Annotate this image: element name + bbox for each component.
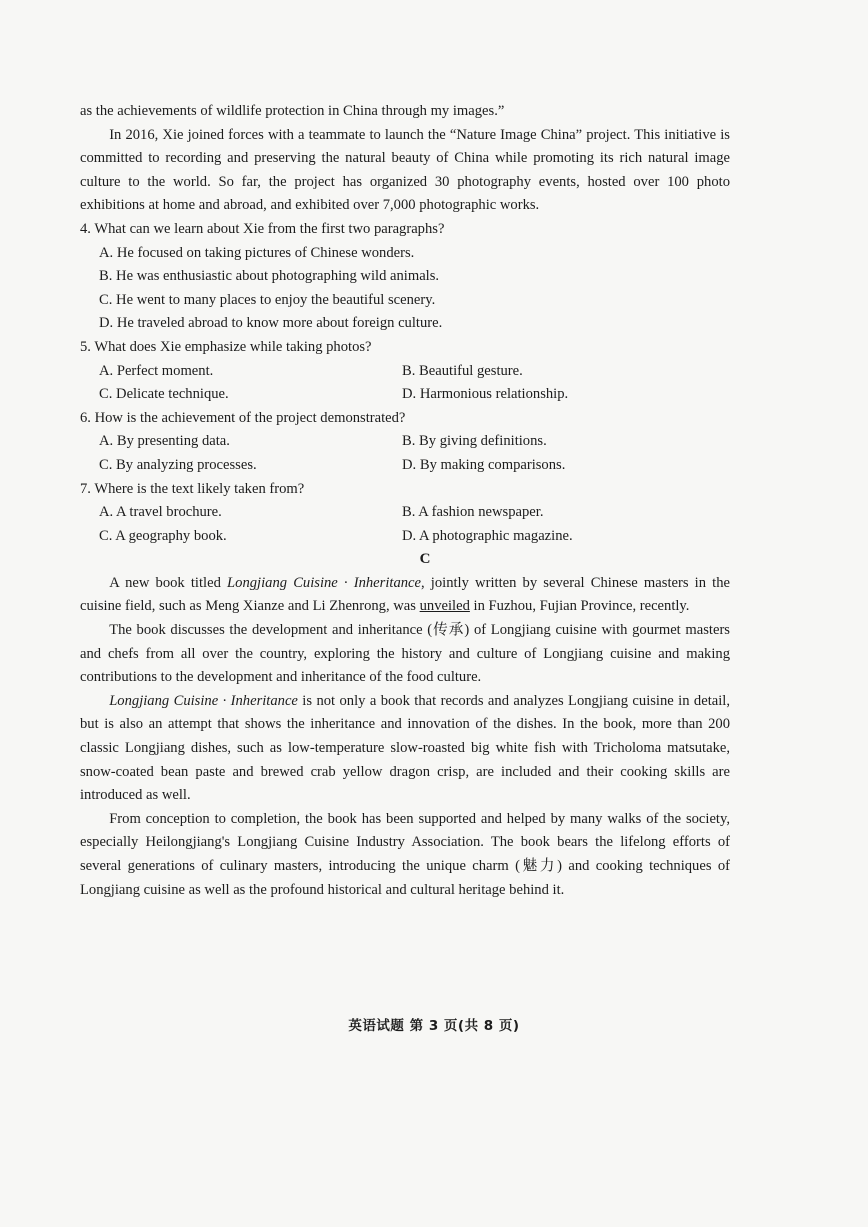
text: , jointly written by several Chinese masters in the cuisine field, such as Meng Xianze and Li Zhenrong, was	[80, 574, 730, 615]
option-a: A. Perfect moment.	[99, 362, 214, 379]
option-b: B. By giving definitions.	[402, 433, 547, 450]
option-c: C. A geography book.	[99, 527, 227, 544]
text: A new book titled	[109, 574, 228, 591]
option-c: C. Delicate technique.	[99, 386, 229, 403]
option-c: C. He went to many places to enjoy the beautiful scenery.	[99, 291, 436, 308]
passage-c-paragraph-2: The book discusses the development and inheritance (传承) of Longjiang cuisine with gourmet masters and chefs from all over the country, exploring the history and culture of Longjiang cuisine and making contributions to the development and inheritance of the food culture.	[80, 622, 730, 686]
option-a: A. A travel brochure.	[99, 504, 222, 521]
option-d: D. By making comparisons.	[402, 456, 566, 473]
text: is not only a book that records and analyzes Longjiang cuisine in detail, but is also an attempt that shows the inheritance and innovation of the dishes. In the book, more than 200 classic Longjiang dishes, such as low-temperature slow-roasted big white fish with Tricholoma matsutake, snow-coated bean paste and brewed crab yellow dragon crisp, are included and their cooking skills are introduced as well.	[80, 692, 730, 804]
book-title: Longjiang Cuisine · Inheritance	[227, 574, 421, 591]
section-c-heading: C	[419, 551, 431, 568]
question-stem: 7. Where is the text likely taken from?	[80, 480, 305, 497]
option-b: B. A fashion newspaper.	[402, 504, 544, 521]
option-d: D. Harmonious relationship.	[402, 386, 569, 403]
passage-c-paragraph-4: From conception to completion, the book has been supported and helped by many walks of the society, especially Heilongjiang's Longjiang Cuisine Industry Association. The book bears the lifelong efforts of several generations of culinary masters, introducing the unique charm (魅力) and cooking techniques of Longjiang cuisine as well as the profound historical and cultural heritage behind it.	[80, 810, 730, 898]
option-b: B. Beautiful gesture.	[402, 362, 523, 379]
question-5	[80, 336, 730, 407]
question-4	[80, 218, 730, 336]
question-6	[80, 407, 730, 478]
question-stem: 5. What does Xie emphasize while taking photos?	[80, 338, 372, 355]
text: in Fuzhou, Fujian Province, recently.	[469, 598, 690, 615]
passage-b-paragraph: In 2016, Xie joined forces with a teammate to launch the “Nature Image China” project. This initiative is committed to recording and preserving the natural beauty of China while promoting its rich natural image culture to the world. So far, the project has organized 30 photography events, hosted over 100 photo exhibitions at home and abroad, and exhibited over 7,000 photographic works.	[80, 126, 730, 214]
passage-c-paragraph-1	[80, 572, 730, 619]
passage-b-closing-line: as the achievements of wildlife protection in China through my images.”	[80, 103, 505, 119]
option-b: B. He was enthusiastic about photographing wild animals.	[99, 268, 440, 285]
underlined-word: unveiled	[419, 598, 470, 615]
option-c: C. By analyzing processes.	[99, 456, 257, 473]
option-a: A. He focused on taking pictures of Chinese wonders.	[99, 244, 415, 261]
page-footer: 英语试题 第 3 页(共 8 页)	[348, 1018, 520, 1034]
option-d: D. A photographic magazine.	[402, 527, 573, 544]
option-d: D. He traveled abroad to know more about foreign culture.	[99, 315, 443, 332]
question-stem: 4. What can we learn about Xie from the first two paragraphs?	[80, 220, 445, 237]
exam-page-content	[80, 100, 730, 902]
question-7	[80, 478, 730, 549]
option-a: A. By presenting data.	[99, 433, 230, 450]
passage-c-paragraph-3	[80, 690, 730, 808]
question-stem: 6. How is the achievement of the project demonstrated?	[80, 409, 406, 426]
book-title: Longjiang Cuisine · Inheritance	[109, 692, 298, 709]
